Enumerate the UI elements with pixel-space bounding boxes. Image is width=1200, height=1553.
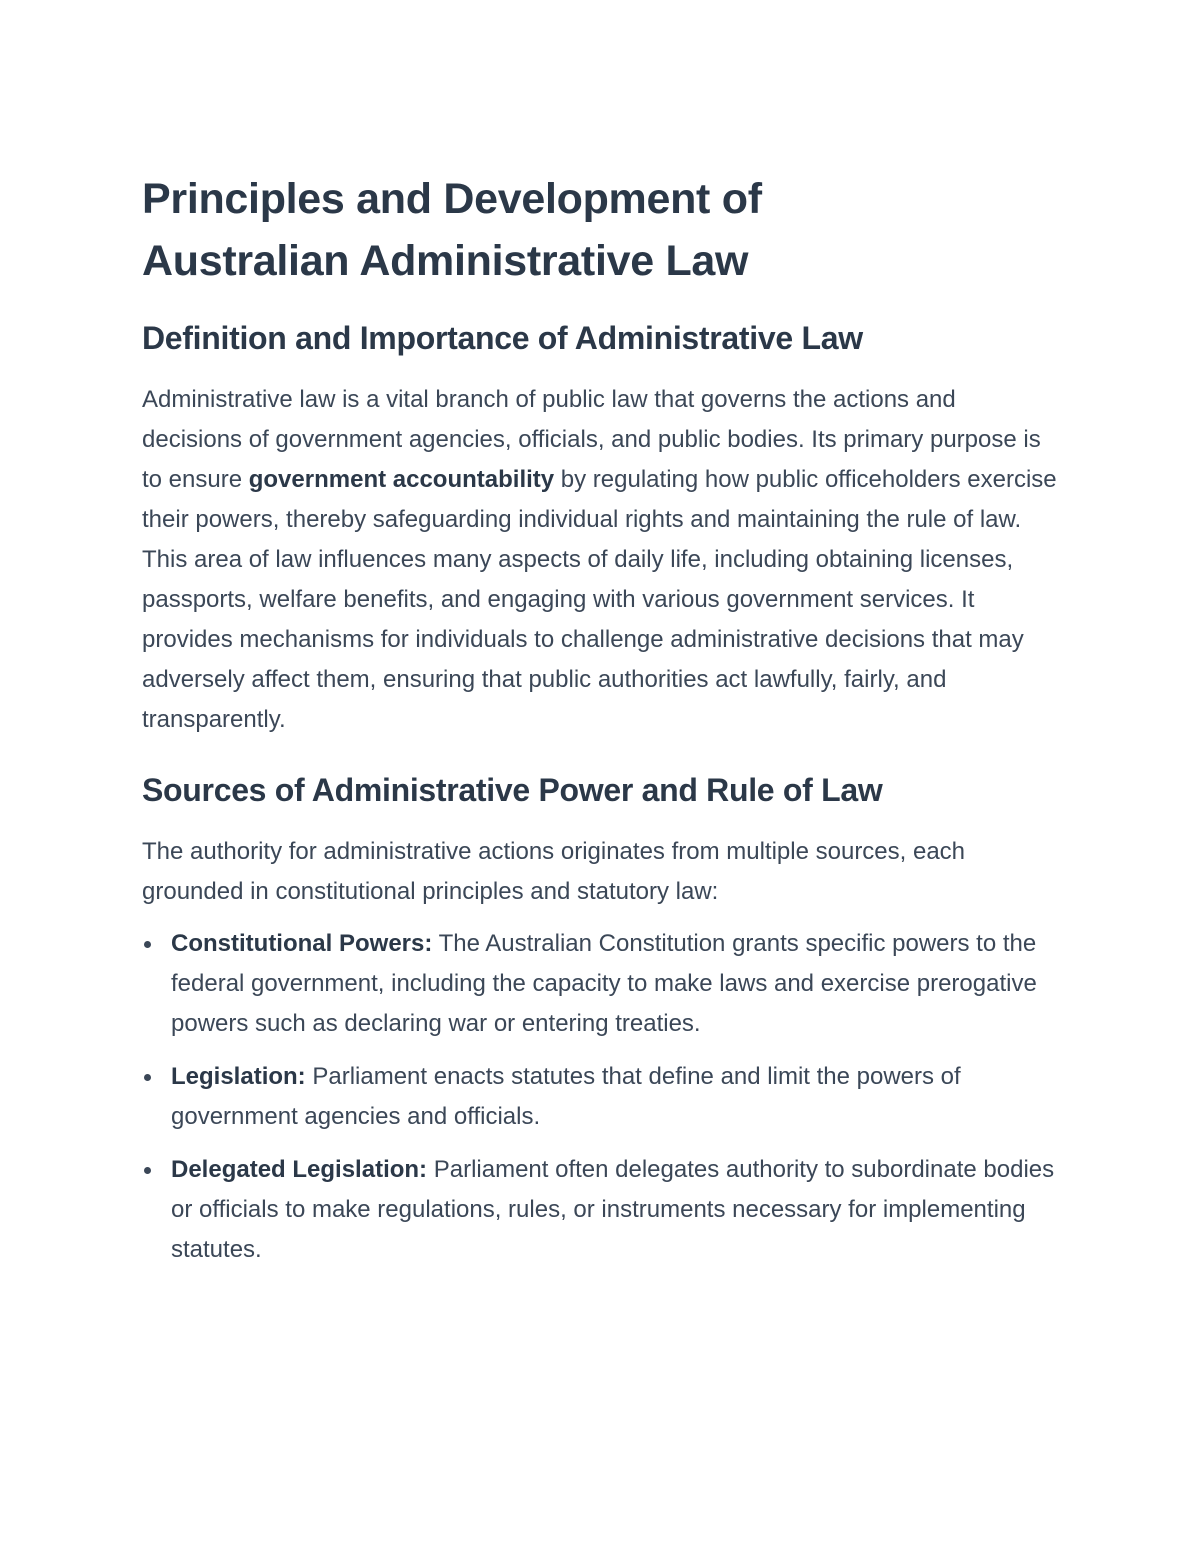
definition-paragraph [142,380,1057,740]
section-heading-sources: Sources of Administrative Power and Rule of Law [142,772,883,808]
list-item [142,1150,1057,1270]
document-title [142,168,1057,292]
bullet-text: Parliament often delegates authority to subordinate bodies or officials to make regulations, rules, or instruments necessary for implementing statutes. [171,1156,1055,1263]
bullet-text: The Australian Constitution grants specific powers to the federal government, including the capacity to make laws and exercise prerogative powers such as declaring war or entering treaties. [171,930,1037,1037]
title-line-1: Principles and Development of [142,175,762,223]
title-line-2: Australian Administrative Law [142,237,749,285]
definition-text-end: by regulating how public officeholders exercise their powers, thereby safeguarding individual rights and maintaining the rule of law. This area of law influences many aspects of daily life, including obtaining licenses, passports, welfare benefits, and engaging with various government services. It provides mechanisms for individuals to challenge administrative decisions that may adversely affect them, ensuring that public authorities act lawfully, fairly, and transparently. [142,466,1057,733]
bullet-term: Legislation: [171,1063,306,1090]
bullet-term: Constitutional Powers: [171,930,433,957]
definition-text-start: Administrative law is a vital branch of public law that governs the actions and decisions of government agencies, officials, and public bodies. Its primary purpose is to ensure [142,386,1041,493]
bullet-icon [144,1167,151,1174]
bullet-term: Delegated Legislation: [171,1156,428,1183]
document-page [142,168,1057,1283]
bullet-icon [144,1074,151,1081]
section-heading-definition: Definition and Importance of Administrative Law [142,320,863,356]
sources-intro-paragraph: The authority for administrative actions originates from multiple sources, each grounded in constitutional principles and statutory law: [142,838,966,905]
bullet-text: Parliament enacts statutes that define and limit the powers of government agencies and officials. [171,1063,961,1130]
bullet-icon [144,941,151,948]
sources-bullet-list [142,924,1057,1270]
list-item [142,1057,1057,1137]
definition-bold-term: government accountability [248,466,555,493]
list-item [142,924,1057,1044]
